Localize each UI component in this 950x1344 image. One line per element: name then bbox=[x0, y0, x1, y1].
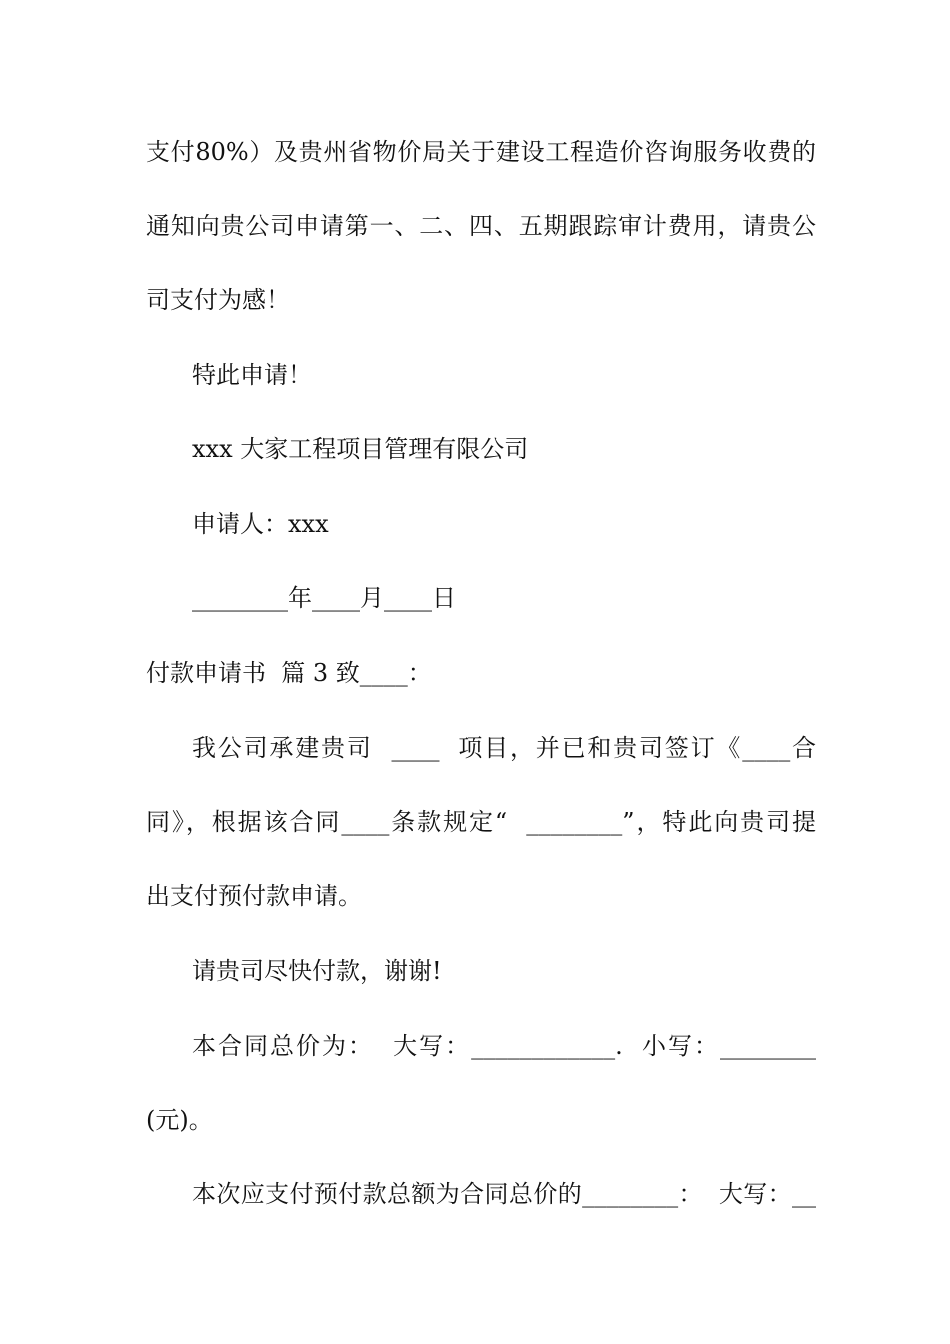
contract-total-line: 本合同总价为： 大写：____________. 小写：________ bbox=[192, 1032, 816, 1060]
company-name: xxx 大家工程项目管理有限公司 bbox=[192, 435, 529, 463]
section-heading: 付款申请书 篇 3 致____： bbox=[146, 659, 432, 687]
prepayment-line: 本次应支付预付款总额为合同总价的________： 大写：__ bbox=[192, 1180, 816, 1208]
closing-phrase: 特此申请！ bbox=[192, 361, 312, 389]
request-line: 请贵司尽快付款，谢谢! bbox=[192, 957, 442, 985]
body-paragraph-line: 我公司承建贵司 ____ 项目，并已和贵司签订《____合 bbox=[192, 734, 816, 762]
body-paragraph-line: 司支付为感！ bbox=[146, 286, 290, 314]
body-paragraph-line: 同》，根据该合同____条款规定“ ________”，特此向贵司提 bbox=[146, 808, 816, 836]
currency-unit-line: (元)。 bbox=[146, 1106, 213, 1134]
body-paragraph-line: 支付80%）及贵州省物价局关于建设工程造价咨询服务收费的 bbox=[146, 138, 816, 166]
applicant-line: 申请人：xxx bbox=[192, 510, 329, 538]
body-paragraph-line: 出支付预付款申请。 bbox=[146, 882, 362, 910]
date-line: ________年____月____日 bbox=[192, 584, 456, 612]
body-paragraph-line: 通知向贵公司申请第一、二、四、五期跟踪审计费用，请贵公 bbox=[146, 212, 816, 240]
